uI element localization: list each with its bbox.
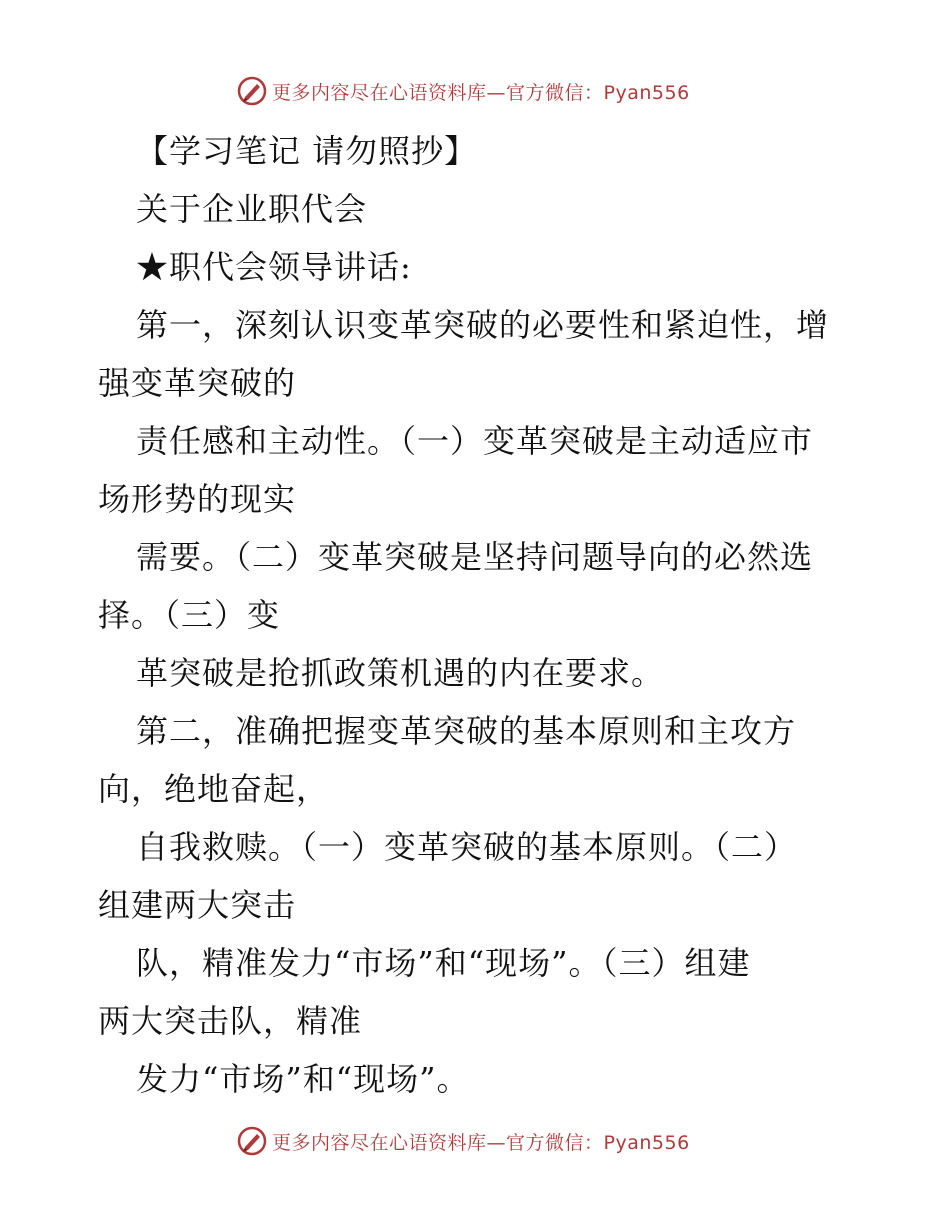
text-line: ★职代会领导讲话: <box>136 248 412 286</box>
watermark-footer <box>236 1124 690 1158</box>
text-line: 第二，准确把握变革突破的基本原则和主攻方 <box>136 712 797 750</box>
text-line: 组建两大突击 <box>98 886 297 924</box>
text-line: 择。（三）变 <box>98 596 281 634</box>
text-line: 需要。（二）变革突破是坚持问题导向的必然选 <box>136 538 814 576</box>
text-line: 强变革突破的 <box>98 364 297 402</box>
pen-seal-icon <box>236 1125 268 1157</box>
watermark-text: 更多内容尽在心语资料库—官方微信：Pyan556 <box>272 1131 690 1154</box>
watermark-text: 更多内容尽在心语资料库—官方微信：Pyan556 <box>272 81 690 104</box>
watermark-header <box>236 74 690 108</box>
text-line: 责任感和主动性。（一）变革突破是主动适应市 <box>136 422 814 460</box>
text-line: 两大突击队，精准 <box>98 1002 363 1040</box>
text-line: 向，绝地奋起， <box>98 770 330 808</box>
text-line: 关于企业职代会 <box>136 190 368 228</box>
text-line: 第一，深刻认识变革突破的必要性和紧迫性，增 <box>136 306 830 344</box>
text-line: 发力“市场”和“现场”。 <box>136 1060 470 1098</box>
text-line: 场形势的现实 <box>98 480 297 518</box>
document-body <box>98 122 858 1108</box>
pen-seal-icon <box>236 75 268 107</box>
text-line: 队，精准发力“市场”和“现场”。（三）组建 <box>136 944 751 982</box>
text-line: 革突破是抢抓政策机遇的内在要求。 <box>136 654 665 692</box>
text-line: 【学习笔记 请勿照抄】 <box>136 132 478 170</box>
text-line: 自我救赎。（一）变革突破的基本原则。（二） <box>136 828 798 866</box>
